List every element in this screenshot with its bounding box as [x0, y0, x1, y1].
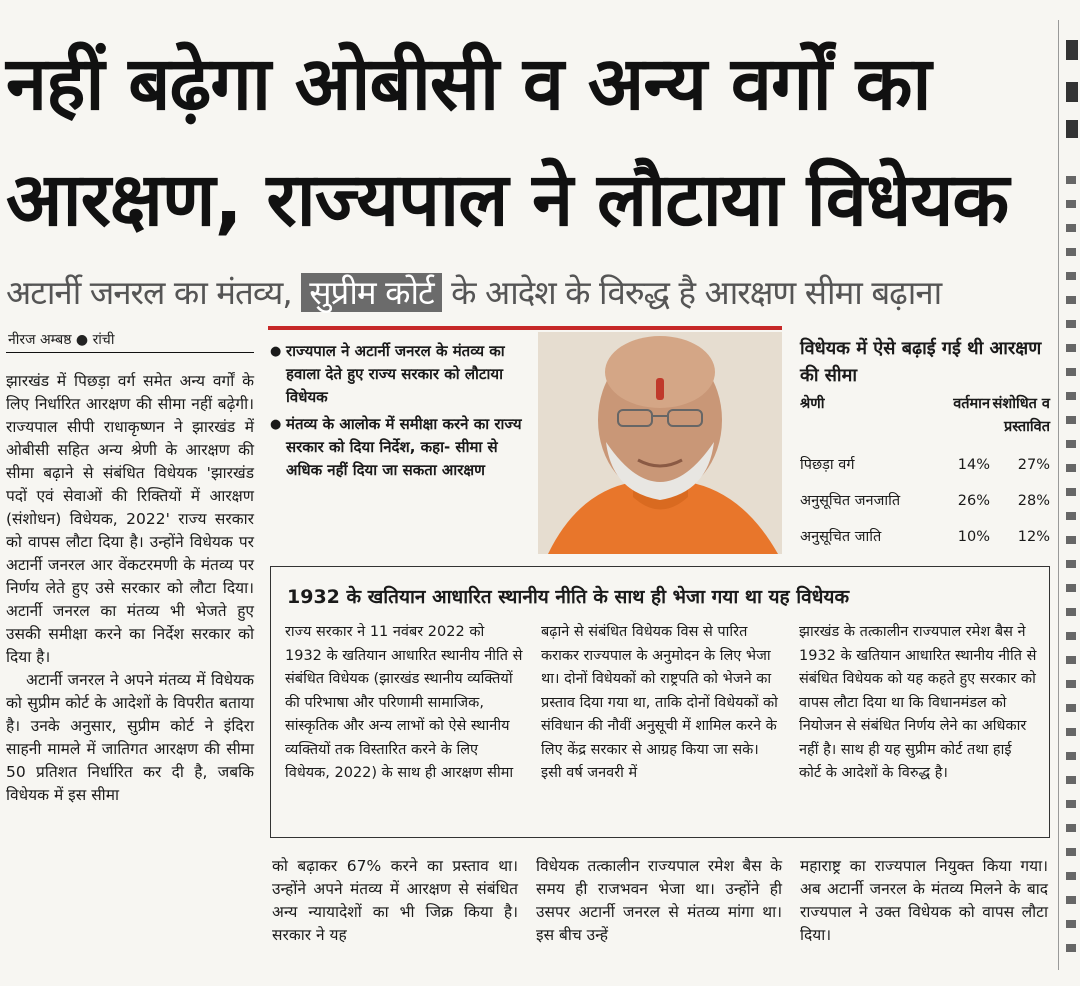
table-cell: 14% — [957, 457, 990, 473]
table-cell: 26% — [957, 493, 990, 509]
reservation-table — [800, 335, 1050, 555]
article-column-1 — [6, 370, 254, 807]
article-paragraph-1: झारखंड में पिछड़ा वर्ग समेत अन्य वर्गों के लिए निर्धारित आरक्षण की सीमा नहीं बढ़ेगी। राज्यपाल सीपी राधाकृष्णन ने झारखंड में ओबीसी सहित अन्य श्रेणी के आरक्षण की सीमा बढ़ाने से संबंधित विधेयक 'झारखंड पदों एवं सेवाओं की रिक्तियों में आरक्षण (संशोधन) विधेयक, 2022' राज्य सरकार को वापस लौटा दिया है। उन्होंने विधेयक पर अटार्नी जनरल आर वेंकटरमणी के मंतव्य पर निर्णय लेते हुए उसे सरकार को लौटा दिया। अटार्नी जनरल का मंतव्य भी भेजते हुए उसकी समीक्षा करने का निर्देश सरकार को दिया है। — [6, 372, 254, 666]
box-title: 1932 के खतियान आधारित स्थानीय नीति के साथ ही भेजा गया था यह विधेयक — [287, 586, 850, 608]
article-column-2: को बढ़ाकर 67% करने का प्रस्ताव था। उन्होंने अपने मंतव्य में आरक्षण से संबंधित अन्य न्यायादेशों का भी जिक्र किया है। सरकार ने यह — [272, 857, 518, 944]
byline-author: नीरज अम्बष्ठ — [8, 332, 72, 348]
red-accent-bar — [268, 326, 782, 330]
table-header-category: श्रेणी — [800, 396, 825, 412]
table-cell: 12% — [1017, 529, 1050, 545]
cropped-text-illustration — [1064, 0, 1080, 986]
table-cell: अनुसूचित जनजाति — [800, 493, 901, 509]
table-header-current: वर्तमान — [953, 396, 990, 412]
subheadline-part-2: के आदेश के विरुद्ध है आरक्षण सीमा बढ़ाना — [451, 273, 942, 312]
box-column-1: राज्य सरकार ने 11 नवंबर 2022 को 1932 के खतियान आधारित स्थानीय नीति से संबंधित विधेयक (झारखंड स्थानीय व्यक्तियों की परिभाषा और परिणामी सामाजिक, सांस्कृतिक और अन्य लाभों को ऐसे स्थानीय व्यक्तियों तक विस्तारित करने के लिए विधेयक, 2022) के साथ ही आरक्षण सीमा — [285, 624, 523, 781]
table-header-proposed: संशोधित व प्रस्तावित — [992, 396, 1050, 435]
table-cell: पिछड़ा वर्ग — [800, 457, 855, 473]
table-title: विधेयक में ऐसे बढ़ाई गई थी आरक्षण की सीमा — [800, 338, 1042, 386]
byline — [8, 330, 114, 349]
box-column-3: झारखंड के तत्कालीन राज्यपाल रमेश बैस ने 1932 के खतियान आधारित स्थानीय नीति से संबंधित विधेयक को यह कहते हुए सरकार को वापस लौटा दिया था कि विधानमंडल को नियोजन से संबंधित निर्णय लेने का अधिकार नहीं है। साथ ही यह सुप्रीम कोर्ट तथा हाई कोर्ट के आदेशों के विरुद्ध है। — [799, 624, 1037, 781]
table-row — [800, 447, 1050, 483]
headline-line-1: नहीं बढ़ेगा ओबीसी व अन्य वर्गों का — [6, 41, 931, 127]
table-row — [800, 519, 1050, 555]
headline-line-2: आरक्षण, राज्यपाल ने लौटाया विधेयक — [6, 157, 1009, 243]
bullet-dot-icon: ● — [75, 332, 89, 348]
table-cell: 10% — [957, 529, 990, 545]
article-paragraph-2: अटार्नी जनरल ने अपने मंतव्य में विधेयक को सुप्रीम कोर्ट के आदेशों के विपरीत बताया है। उनके अनुसार, सुप्रीम कोर्ट ने इंदिरा साहनी मामले में जातिगत आरक्षण की सीमा 50 प्रतिशत निर्धारित कर दी है, जबकि विधेयक में इस सीमा — [6, 671, 254, 804]
subheadline-part-1: अटार्नी जनरल का मंतव्य, — [6, 273, 292, 312]
bullet-item — [270, 340, 532, 409]
byline-place: रांची — [92, 332, 115, 348]
table-cell: 27% — [1017, 457, 1050, 473]
governor-photo — [538, 332, 782, 554]
adjacent-article-strip — [1064, 0, 1080, 986]
table-cell: अनुसूचित जाति — [800, 529, 882, 545]
table-header-row — [800, 393, 1050, 439]
table-grid — [800, 393, 1050, 555]
subheadline-highlight: सुप्रीम कोर्ट — [301, 273, 441, 312]
sidebar-box — [270, 566, 1050, 838]
bullet-text: राज्यपाल ने अटार्नी जनरल के मंतव्य का हवाला देते हुए राज्य सरकार को लौटाया विधेयक — [286, 342, 505, 406]
article-column-3: विधेयक तत्कालीन राज्यपाल रमेश बैस के समय ही राजभवन भेजा था। उन्होंने ही उसपर अटार्नी जनरल से मंतव्य मांगा था। इस बीच उन्हें — [536, 857, 782, 944]
byline-rule — [6, 352, 254, 353]
box-column-2: बढ़ाने से संबंधित विधेयक विस से पारित कराकर राज्यपाल के अनुमोदन के लिए भेजा था। दोनों विधेयकों को राष्ट्रपति को भेजने का प्रस्ताव दिया गया था, ताकि दोनों विधेयकों को संविधान की नौवीं अनुसूची में शामिल करने के लिए केंद्र सरकार से आग्रह किया जा सके। इसी वर्ष जनवरी में — [541, 624, 778, 781]
portrait-illustration — [538, 332, 782, 554]
bullet-dot-icon: ● — [270, 344, 282, 359]
next-article-edge — [0, 978, 1080, 986]
highlight-bullets — [270, 340, 532, 486]
table-row — [800, 483, 1050, 519]
table-cell: 28% — [1017, 493, 1050, 509]
bullet-text: मंतव्य के आलोक में समीक्षा करने का राज्य सरकार को दिया निर्देश, कहा- सीमा से अधिक नहीं दिया जा सकता आरक्षण — [286, 415, 522, 479]
bullet-dot-icon: ● — [270, 417, 282, 432]
subheadline — [6, 268, 1056, 318]
article-column-4: महाराष्ट्र का राज्यपाल नियुक्त किया गया। अब अटार्नी जनरल के मंतव्य मिलने के बाद राज्यपाल ने उक्त विधेयक को वापस लौटा दिया। — [800, 857, 1048, 944]
bullet-item — [270, 413, 532, 482]
column-divider — [1058, 20, 1059, 970]
